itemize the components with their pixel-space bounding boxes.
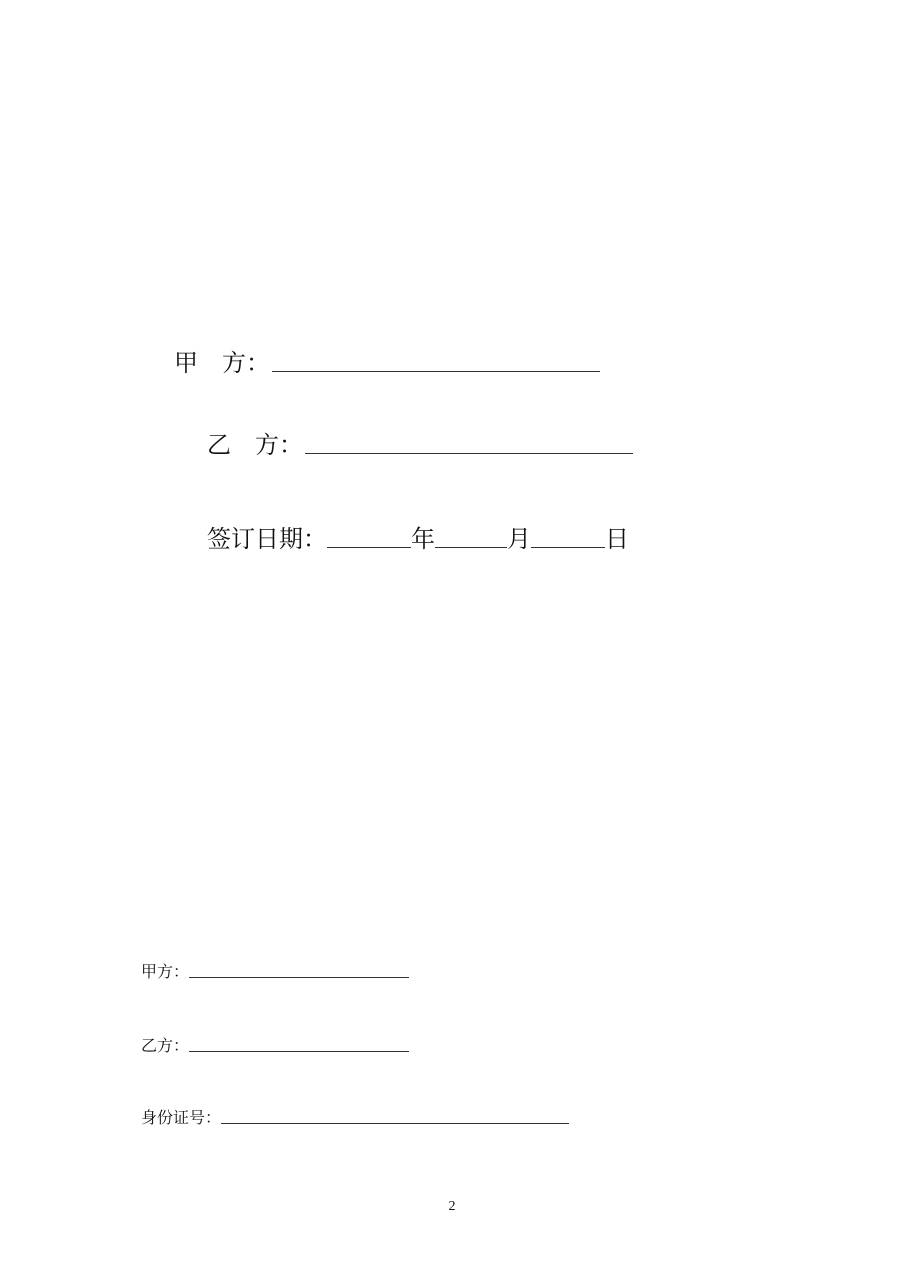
page-number: 2 <box>448 1199 456 1214</box>
footer-id-number-blank <box>221 1122 569 1124</box>
footer-party-b-label: 乙方： <box>141 1036 190 1055</box>
party-a-label-char2: 方： <box>222 349 270 377</box>
footer-party-b-blank <box>189 1050 409 1052</box>
year-label: 年 <box>411 525 435 553</box>
party-b-label-char1: 乙 <box>207 431 231 459</box>
party-b-line <box>207 425 633 460</box>
footer-party-a-blank <box>189 976 409 978</box>
day-label: 日 <box>605 525 629 553</box>
sign-date-label: 签订日期： <box>207 525 327 553</box>
footer-party-a-line <box>141 959 409 982</box>
party-a-line <box>174 343 600 378</box>
party-a-label-char1: 甲 <box>174 349 198 377</box>
month-blank <box>435 546 507 548</box>
party-b-label-char2: 方： <box>255 431 303 459</box>
month-label: 月 <box>507 525 531 553</box>
day-blank <box>531 546 605 548</box>
party-a-blank <box>272 370 600 372</box>
footer-party-b-line <box>141 1033 409 1056</box>
party-b-blank <box>305 452 633 454</box>
footer-id-number-line <box>141 1105 569 1128</box>
footer-id-number-label: 身份证号： <box>141 1108 222 1127</box>
footer-party-a-label: 甲方： <box>141 962 190 981</box>
sign-date-line <box>207 519 629 554</box>
year-blank <box>327 546 411 548</box>
